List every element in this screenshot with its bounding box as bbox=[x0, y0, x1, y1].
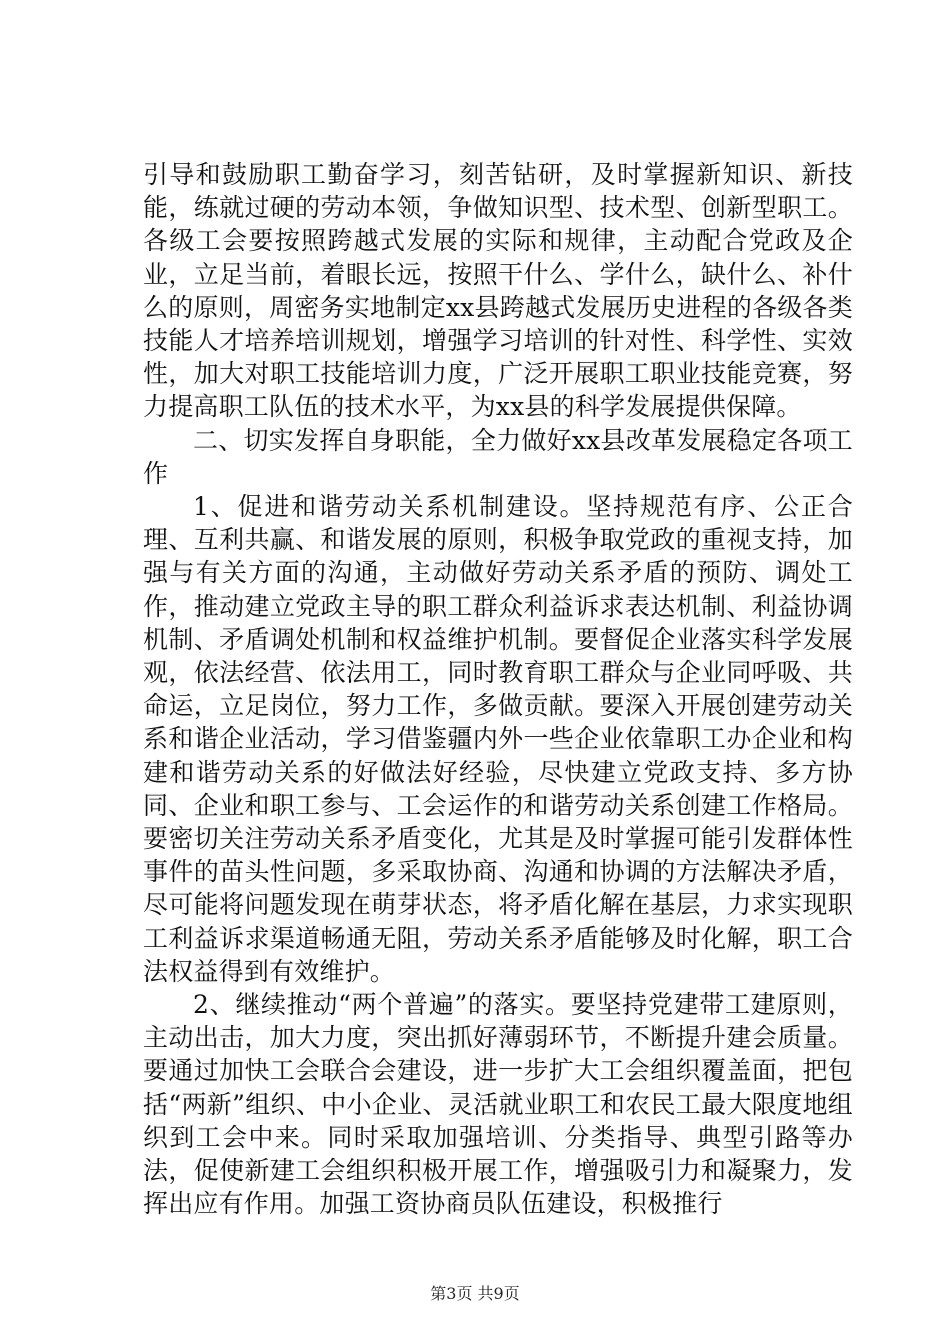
paragraph-item-2: 2、继续推动“两个普遍”的落实。要坚持党建带工建原则，主动出击，加大力度，突出抓好薄弱环节，不断提升建会质量。要通过加快工会联合会建设，进一步扩大工会组织覆盖面，把包括“两新”组织、中小企业、灵活就业职工和农民工最大限度地组织到工会中来。同时采取加强培训、分类指导、典型引路等办法，促使新建工会组织积极开展工作，增强吸引力和凝聚力，发挥出应有作用。加强工资协商员队伍建设，积极推行 bbox=[143, 990, 853, 1219]
section-heading: 二、切实发挥自身职能，全力做好xx县改革发展稳定各项工作 bbox=[143, 425, 853, 488]
paragraph-continued: 引导和鼓励职工勤奋学习，刻苦钻研，及时掌握新知识、新技能，练就过硬的劳动本领，争做知识型、技术型、创新型职工。各级工会要按照跨越式发展的实际和规律，主动配合党政及企业，立足当前，着眼长远，按照干什么、学什么，缺什么、补什么的原则，周密务实地制定xx县跨越式发展历史进程的各级各类技能人才培养培训规划，增强学习培训的针对性、科学性、实效性，加大对职工技能培训力度，广泛开展职工职业技能竞赛，努力提高职工队伍的技术水平，为xx县的科学发展提供保障。 bbox=[143, 160, 853, 422]
paragraph-item-1: 1、促进和谐劳动关系机制建设。坚持规范有序、公正合理、互利共赢、和谐发展的原则，积极争取党政的重视支持，加强与有关方面的沟通，主动做好劳动关系矛盾的预防、调处工作，推动建立党政主导的职工群众利益诉求表达机制、利益协调机制、矛盾调处机制和权益维护机制。要督促企业落实科学发展观，依法经营、依法用工，同时教育职工群众与企业同呼吸、共命运，立足岗位，努力工作，多做贡献。要深入开展创建劳动关系和谐企业活动，学习借鉴疆内外一些企业依靠职工办企业和构建和谐劳动关系的好做法好经验，尽快建立党政支持、多方协同、企业和职工参与、工会运作的和谐劳动关系创建工作格局。要密切关注劳动关系矛盾变化，尤其是及时掌握可能引发群体性事件的苗头性问题，多采取协商、沟通和协调的方法解决矛盾，尽可能将问题发现在萌芽状态，将矛盾化解在基层，力求实现职工利益诉求渠道畅通无阻，劳动关系矛盾能够及时化解，职工合法权益得到有效维护。 bbox=[143, 492, 853, 986]
page-number-footer: 第3页 共9页 bbox=[430, 1284, 520, 1303]
document-body bbox=[143, 158, 853, 1221]
